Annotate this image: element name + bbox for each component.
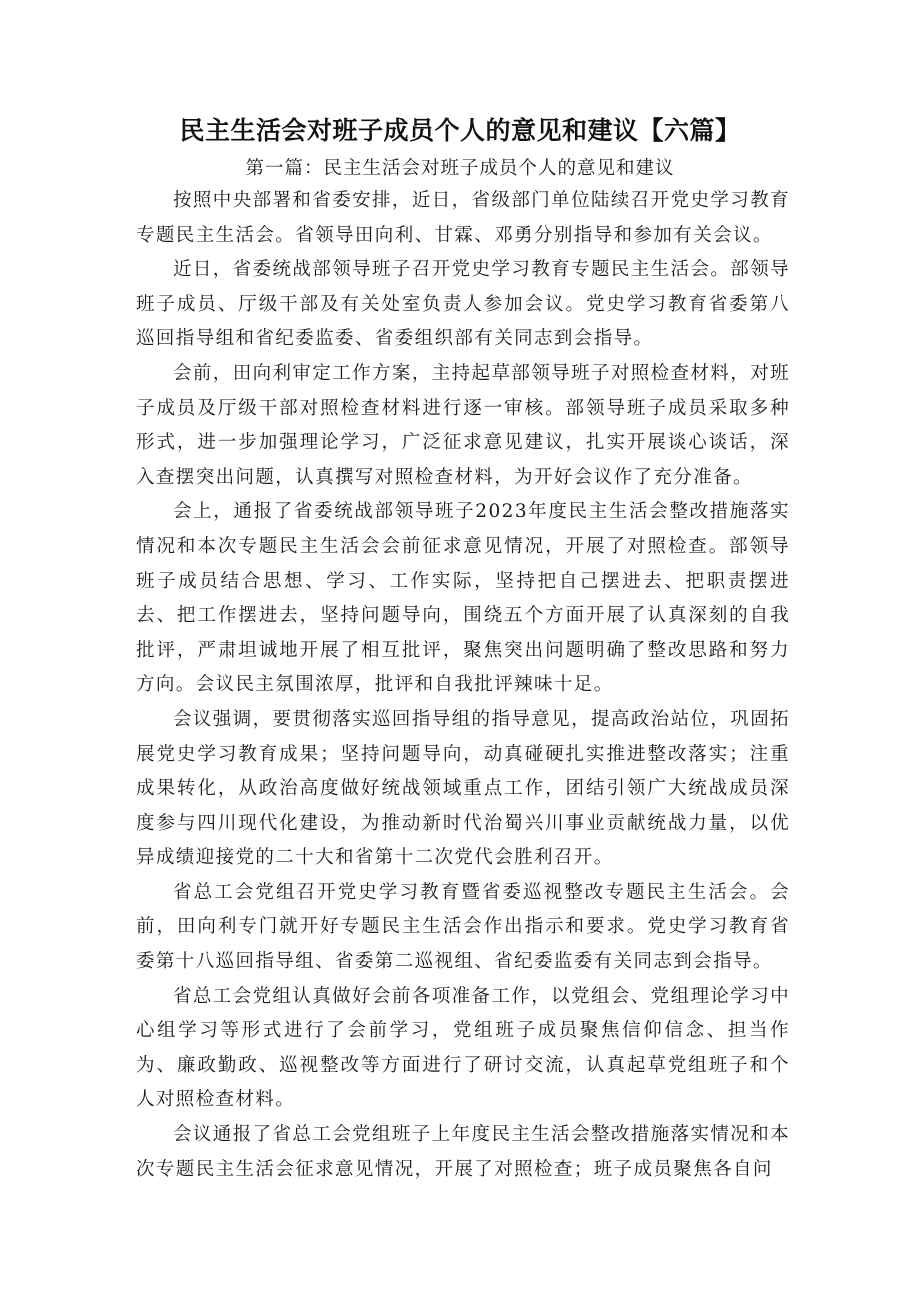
document-body <box>136 184 790 1187</box>
paragraph: 会上，通报了省委统战部领导班子2023年度民主生活会整改措施落实情况和本次专题民主生活会会前征求意见情况，开展了对照检查。部领导班子成员结合思想、学习、工作实际，坚持把自己摆进去、把职责摆进去、把工作摆进去，坚持问题导向，围绕五个方面开展了认真深刻的自我批评，严肃坦诚地开展了相互批评，聚焦突出问题明确了整改思路和努力方向。会议民主氛围浓厚，批评和自我批评辣味十足。 <box>136 501 790 696</box>
paragraph: 会议强调，要贯彻落实巡回指导组的指导意见，提高政治站位，巩固拓展党史学习教育成果；坚持问题导向，动真碰硬扎实推进整改落实；注重成果转化，从政治高度做好统战领域重点工作，团结引领广大统战成员深度参与四川现代化建设，为推动新时代治蜀兴川事业贡献统战力量，以优异成绩迎接党的二十大和省第十二次党代会胜利召开。 <box>136 708 790 869</box>
paragraph: 近日，省委统战部领导班子召开党史学习教育专题民主生活会。部领导班子成员、厅级干部及有关处室负责人参加会议。党史学习教育省委第八巡回指导组和省纪委监委、省委组织部有关同志到会指导。 <box>136 259 790 350</box>
document-title: 民主生活会对班子成员个人的意见和建议【六篇】 <box>179 116 741 145</box>
paragraph: 省总工会党组认真做好会前各项准备工作，以党组会、党组理论学习中心组学习等形式进行了会前学习，党组班子成员聚焦信仰信念、担当作为、廉政勤政、巡视整改等方面进行了研讨交流，认真起草党组班子和个人对照检查材料。 <box>136 985 790 1111</box>
paragraph: 会前，田向利审定工作方案，主持起草部领导班子对照检查材料，对班子成员及厅级干部对照检查材料进行逐一审核。部领导班子成员采取多种形式，进一步加强理论学习，广泛征求意见建议，扎实开展谈心谈话，深入查摆突出问题，认真撰写对照检查材料，为开好会议作了充分准备。 <box>136 362 790 488</box>
paragraph: 按照中央部署和省委安排，近日，省级部门单位陆续召开党史学习教育专题民主生活会。省领导田向利、甘霖、邓勇分别指导和参加有关会议。 <box>136 190 790 246</box>
paragraph: 省总工会党组召开党史学习教育暨省委巡视整改专题民主生活会。会前，田向利专门就开好专题民主生活会作出指示和要求。党史学习教育省委第十八巡回指导组、省委第二巡视组、省纪委监委有关同志到会指导。 <box>136 881 790 973</box>
paragraph: 会议通报了省总工会党组班子上年度民主生活会整改措施落实情况和本次专题民主生活会征求意见情况，开展了对照检查；班子成员聚焦各自问 <box>136 1124 790 1180</box>
document-subtitle: 第一篇：民主生活会对班子成员个人的意见和建议 <box>245 158 675 179</box>
